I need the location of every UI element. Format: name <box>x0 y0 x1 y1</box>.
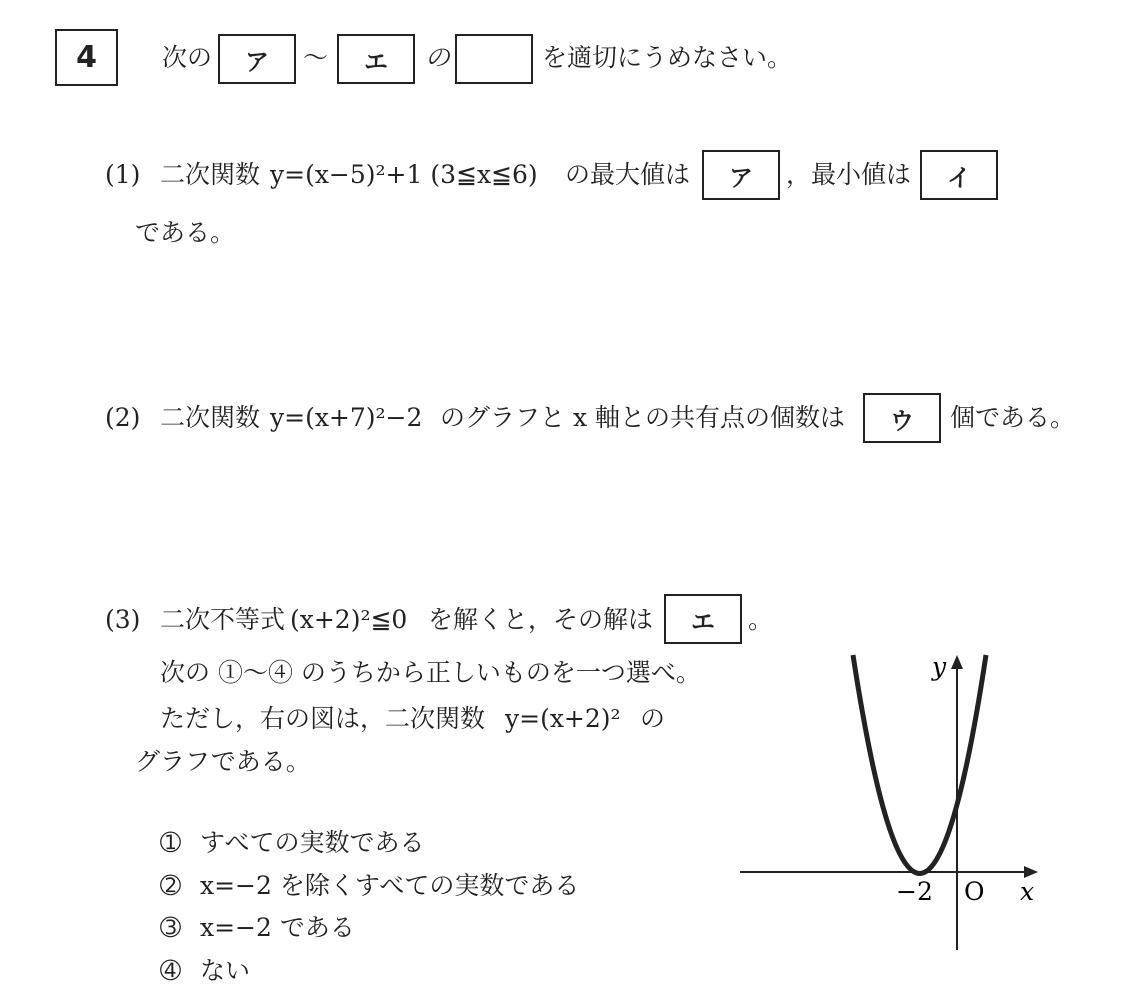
choice-item-4 <box>160 958 250 983</box>
q3-text-before: 二次不等式 <box>160 605 286 634</box>
answer-box-u: ウ <box>863 393 941 443</box>
q3-text-end: 。 <box>748 605 774 634</box>
choice-text-2: x=−2 を除くすべての実数である <box>200 871 580 900</box>
choice-mark-3: ➂ <box>160 913 181 942</box>
answer-box-a-header: ア <box>218 34 296 84</box>
choice-text-4: ない <box>200 956 251 985</box>
answer-box-i: イ <box>920 150 998 200</box>
q1-text-end: である。 <box>135 218 236 247</box>
instruction-no: の <box>425 43 451 72</box>
q3-line2: 次の ➀～➃ のうちから正しいものを一つ選べ。 <box>160 658 701 687</box>
q2-text-mid: のグラフと x 軸との共有点の個数は <box>440 403 845 432</box>
parabola-curve <box>853 655 986 874</box>
q2-formula: y=(x+7)²−2 <box>270 403 423 432</box>
q3-line4: グラフである。 <box>135 747 311 776</box>
q3-text-mid: を解くと，その解は <box>428 605 654 634</box>
choice-item-1 <box>160 830 425 855</box>
choice-mark-1: ➀ <box>160 828 181 857</box>
choice-mark-4: ➃ <box>160 956 181 985</box>
y-axis-label: y <box>932 652 947 681</box>
q2-label: (2) <box>105 403 141 432</box>
question-number-box <box>55 29 118 86</box>
blank-box-header <box>455 34 533 84</box>
parabola-graph <box>730 645 1050 965</box>
choice-item-3 <box>160 915 355 940</box>
x-axis-label: x <box>1020 877 1035 906</box>
q1-text-mid: の最大値は <box>565 160 691 189</box>
instruction-tilde: ～ <box>303 43 329 72</box>
q3-line3-formula: y=(x+2)² <box>505 704 621 733</box>
y-axis-arrow <box>951 655 963 669</box>
vertex-label: −2 <box>896 877 933 906</box>
q2-text-end: 個である。 <box>950 403 1076 432</box>
q3-line3-after: の <box>640 704 666 733</box>
answer-box-a: ア <box>702 150 780 200</box>
q1-text-mid2: ，最小値は <box>786 160 912 189</box>
question-number: 4 <box>76 40 97 75</box>
instruction-prefix: 次の <box>162 43 213 72</box>
choice-item-2 <box>160 873 579 898</box>
q3-label: (3) <box>105 605 141 634</box>
q1-formula: y=(x−5)²+1 (3≦x≦6) <box>270 160 538 189</box>
answer-box-e: エ <box>664 594 742 644</box>
q3-formula: (x+2)²≦0 <box>290 605 408 634</box>
choice-mark-2: ➁ <box>160 871 181 900</box>
q3-line3-before: ただし，右の図は，二次関数 <box>160 704 486 733</box>
choice-text-3: x=−2 である <box>200 913 355 942</box>
q1-label: (1) <box>105 160 141 189</box>
q2-text-before: 二次関数 <box>160 403 261 432</box>
origin-label: O <box>964 877 985 906</box>
q1-text-before: 二次関数 <box>160 160 261 189</box>
instruction-suffix: を適切にうめなさい。 <box>542 43 793 72</box>
choice-text-1: すべての実数である <box>200 828 425 857</box>
answer-box-e-header: エ <box>337 34 415 84</box>
